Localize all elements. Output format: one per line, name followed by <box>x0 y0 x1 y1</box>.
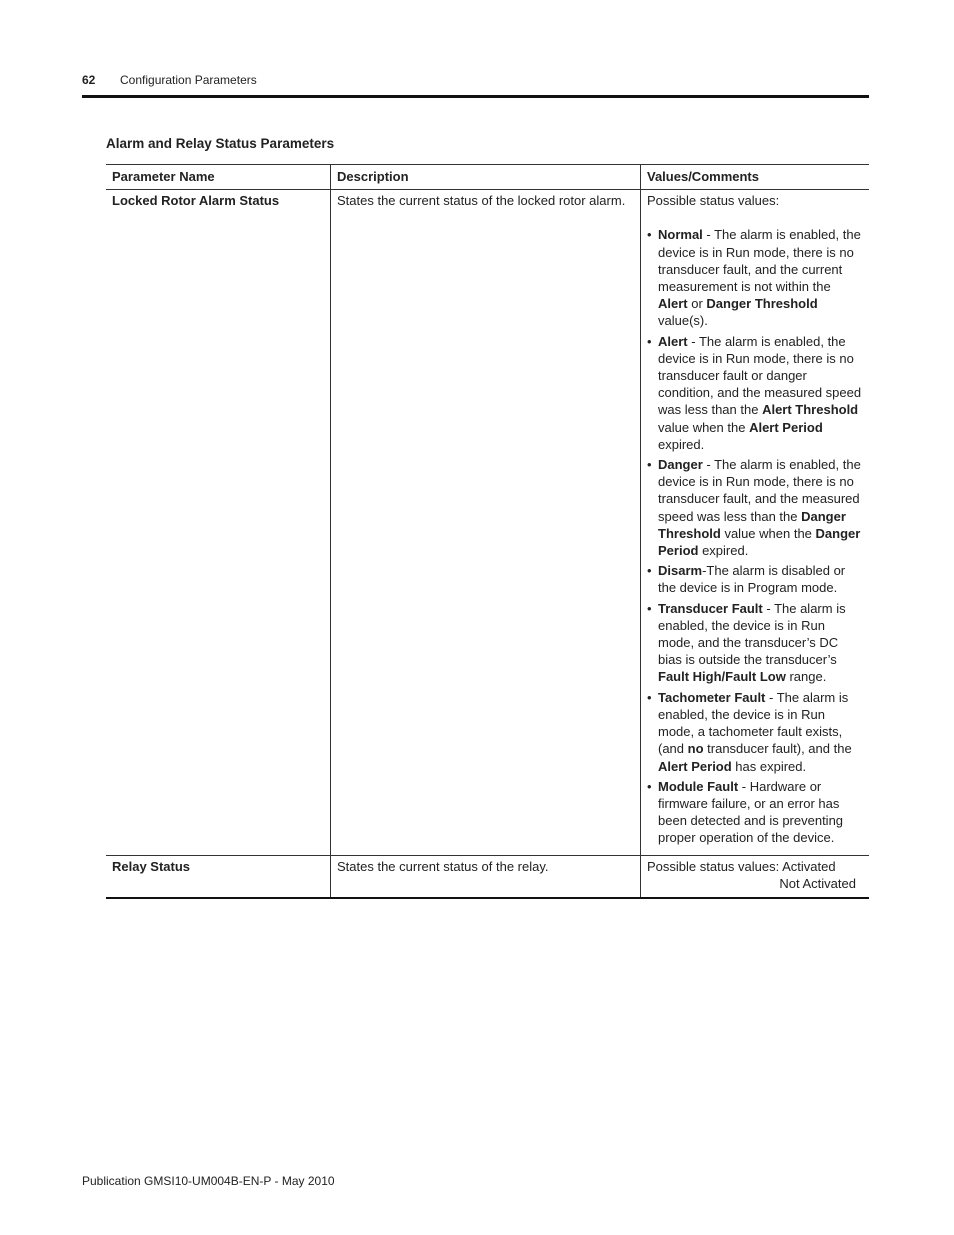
column-header-values-comments: Values/Comments <box>641 165 870 190</box>
header-rule <box>82 95 869 98</box>
status-term: Transducer Fault <box>658 600 763 616</box>
bullet-icon: • <box>647 457 652 473</box>
column-header-description: Description <box>331 165 641 190</box>
status-term: Alert <box>658 333 688 349</box>
status-term: Danger Threshold <box>658 508 846 541</box>
status-text: transducer fault), and the <box>703 741 852 757</box>
status-list-item <box>647 600 863 686</box>
status-text: value when the <box>658 419 750 435</box>
status-term: Alert Period <box>749 419 823 435</box>
bullet-icon: • <box>647 227 652 243</box>
bullet-icon: • <box>647 600 652 616</box>
status-text: - The alarm is enabled, the device is in Run mode, there is no transducer fault, and the measured speed was less than the <box>658 457 861 524</box>
status-term: no <box>687 741 704 757</box>
status-list-item <box>647 778 863 847</box>
status-term: Alert Period <box>658 758 732 774</box>
status-list-item <box>647 562 863 596</box>
status-text: - The alarm is enabled, the device is in Run mode, and the transducer’s DC bias is outside the transducer’s <box>658 600 846 668</box>
status-text: - The alarm is enabled, the device is in Run mode, a tachometer fault exists, (and <box>658 689 849 757</box>
status-text: has expired. <box>731 758 807 774</box>
status-term: Tachometer Fault <box>658 689 766 705</box>
status-term: Fault High/Fault Low <box>658 669 786 685</box>
status-term: Danger <box>658 457 703 473</box>
bullet-icon: • <box>647 563 652 579</box>
description-cell: States the current status of the locked rotor alarm. <box>331 190 641 855</box>
parameter-name-cell: Relay Status <box>106 855 331 898</box>
status-text: expired. <box>658 436 705 452</box>
status-text: range. <box>785 669 827 685</box>
table-row <box>106 855 869 898</box>
status-text: value(s). <box>658 313 708 329</box>
status-term: Alert Threshold <box>762 402 859 418</box>
status-list-item <box>647 456 863 559</box>
values-line: Possible status values: Activated <box>647 858 836 874</box>
status-term: Alert <box>658 296 688 312</box>
status-text: - The alarm is enabled, the device is in Run mode, there is no transducer fault or danger condition, and the measured speed was less than the <box>658 333 862 418</box>
parameters-table <box>106 164 869 899</box>
section-title: Configuration Parameters <box>120 73 257 87</box>
page-number: 62 <box>82 73 96 87</box>
values-intro: Possible status values: <box>647 193 780 209</box>
table-caption: Alarm and Relay Status Parameters <box>106 136 335 151</box>
status-term: Normal <box>658 227 703 243</box>
status-text: - Hardware or firmware failure, or an error has been detected and is preventing proper operation of the device. <box>658 778 844 846</box>
values-cell <box>641 855 870 898</box>
status-text: or <box>687 296 707 312</box>
status-term: Module Fault <box>658 778 739 794</box>
status-term: Disarm <box>658 563 703 579</box>
bullet-icon: • <box>647 333 652 349</box>
status-list-item <box>647 333 863 453</box>
column-header-parameter-name: Parameter Name <box>106 165 331 190</box>
status-list-item <box>647 689 863 775</box>
table-header-row <box>106 165 869 190</box>
values-line: Not Activated <box>779 875 856 891</box>
values-cell <box>641 190 870 855</box>
description-cell: States the current status of the relay. <box>331 855 641 898</box>
status-text: value when the <box>720 525 816 541</box>
bullet-icon: • <box>647 689 652 705</box>
status-list-item <box>647 226 863 329</box>
parameter-name-cell: Locked Rotor Alarm Status <box>106 190 331 855</box>
status-term: Danger Period <box>658 525 861 559</box>
status-text: - The alarm is enabled, the device is in Run mode, there is no transducer fault, and the current measurement is not within the <box>658 227 861 295</box>
table-row <box>106 190 869 855</box>
status-list <box>647 226 863 846</box>
status-term: Danger Threshold <box>706 296 818 312</box>
status-text: expired. <box>698 543 749 559</box>
page-footer: Publication GMSI10-UM004B-EN-P - May 2010 <box>82 1174 335 1188</box>
bullet-icon: • <box>647 778 652 794</box>
status-text: -The alarm is disabled or the device is in Program mode. <box>658 563 846 596</box>
